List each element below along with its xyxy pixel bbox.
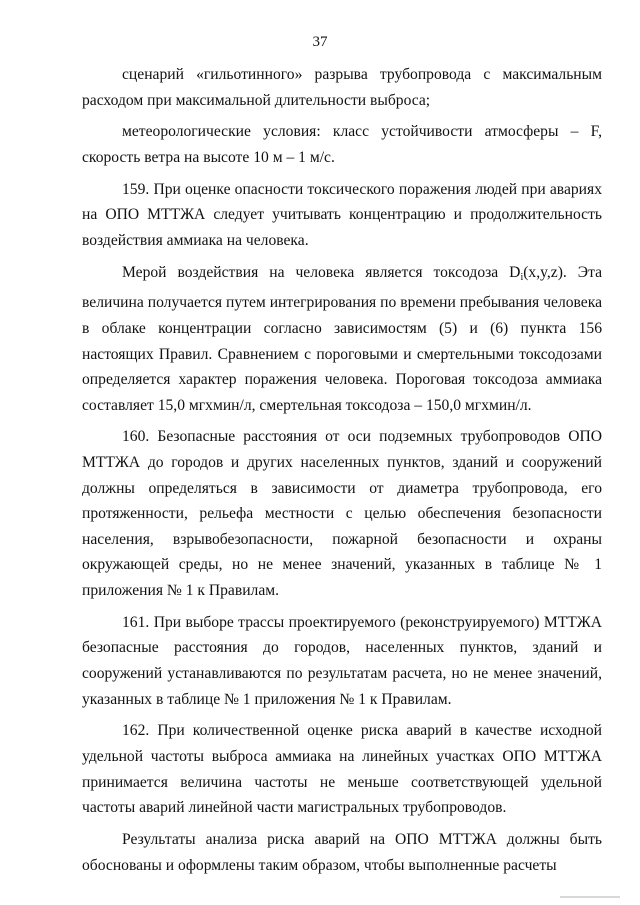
paragraph-162: 162. При количественной оценке риска аварий в качестве исходной удельной частоты выброса аммиака на линейных участках ОПО МТТЖА принимается величина частоты не меньше соответствующей удельной частоты аварий линейной части магистральных трубопроводов. — [82, 722, 602, 817]
toxodose-subscript: i — [520, 271, 524, 283]
toxodose-rest: (x,y,z). Эта величина получается путем интегрирования по времени пребывания человека в облаке концентрации согласно зависимостям (5) и (6) пункта 156 настоящих Правил. Сравнением с пороговыми и смертельными токсодозами определяется характер поражения человека. Пороговая токсодоза аммиака составляет 15,0 мгхмин/л, смертельная токсодоза – 150,0 мгхмин/л. — [82, 263, 602, 414]
paragraph-159: 159. При оценке опасности токсического поражения людей при авариях на ОПО МТТЖА следует учитывать концентрацию и продолжительность воздействия аммиака на человека. — [82, 180, 602, 249]
toxodose-intro: Мерой воздействия на человека является токсодоза D — [122, 263, 521, 281]
scan-artifact — [560, 896, 620, 898]
page-number: 37 — [312, 34, 328, 50]
paragraph-toxodose — [82, 260, 602, 419]
paragraph-meteo-conditions: метеорологические условия: класс устойчивости атмосферы – F, скорость ветра на высоте 10 м – 1 м/с. — [82, 123, 602, 166]
paragraph-risk-results: Результаты анализа риска аварий на ОПО МТТЖА должны быть обоснованы и оформлены таким образом, чтобы выполненные расчеты — [82, 830, 602, 874]
paragraph-scenario: сценарий «гильотинного» разрыва трубопровода с максимальным расходом при максимальной длительности выброса; — [82, 66, 602, 109]
paragraph-161: 161. При выборе трассы проектируемого (реконструируемого) МТТЖА безопасные расстояния до городов, населенных пунктов, зданий и сооружений устанавливаются по результатам расчета, но не менее значений, указанных в таблице № 1 приложения № 1 к Правилам. — [82, 613, 602, 708]
document-body — [82, 62, 602, 884]
paragraph-160: 160. Безопасные расстояния от оси подземных трубопроводов ОПО МТТЖА до городов и других населенных пунктов, зданий и сооружений должны определяться в зависимости от диаметра трубопровода, его протяженности, рельефа местности с целью обеспечения безопасности населения, взрывобезопасности, пожарной безопасности и охраны окружающей среды, но не менее значений, указанных в таблице № 1 приложения № 1 к Правилам. — [82, 428, 602, 600]
